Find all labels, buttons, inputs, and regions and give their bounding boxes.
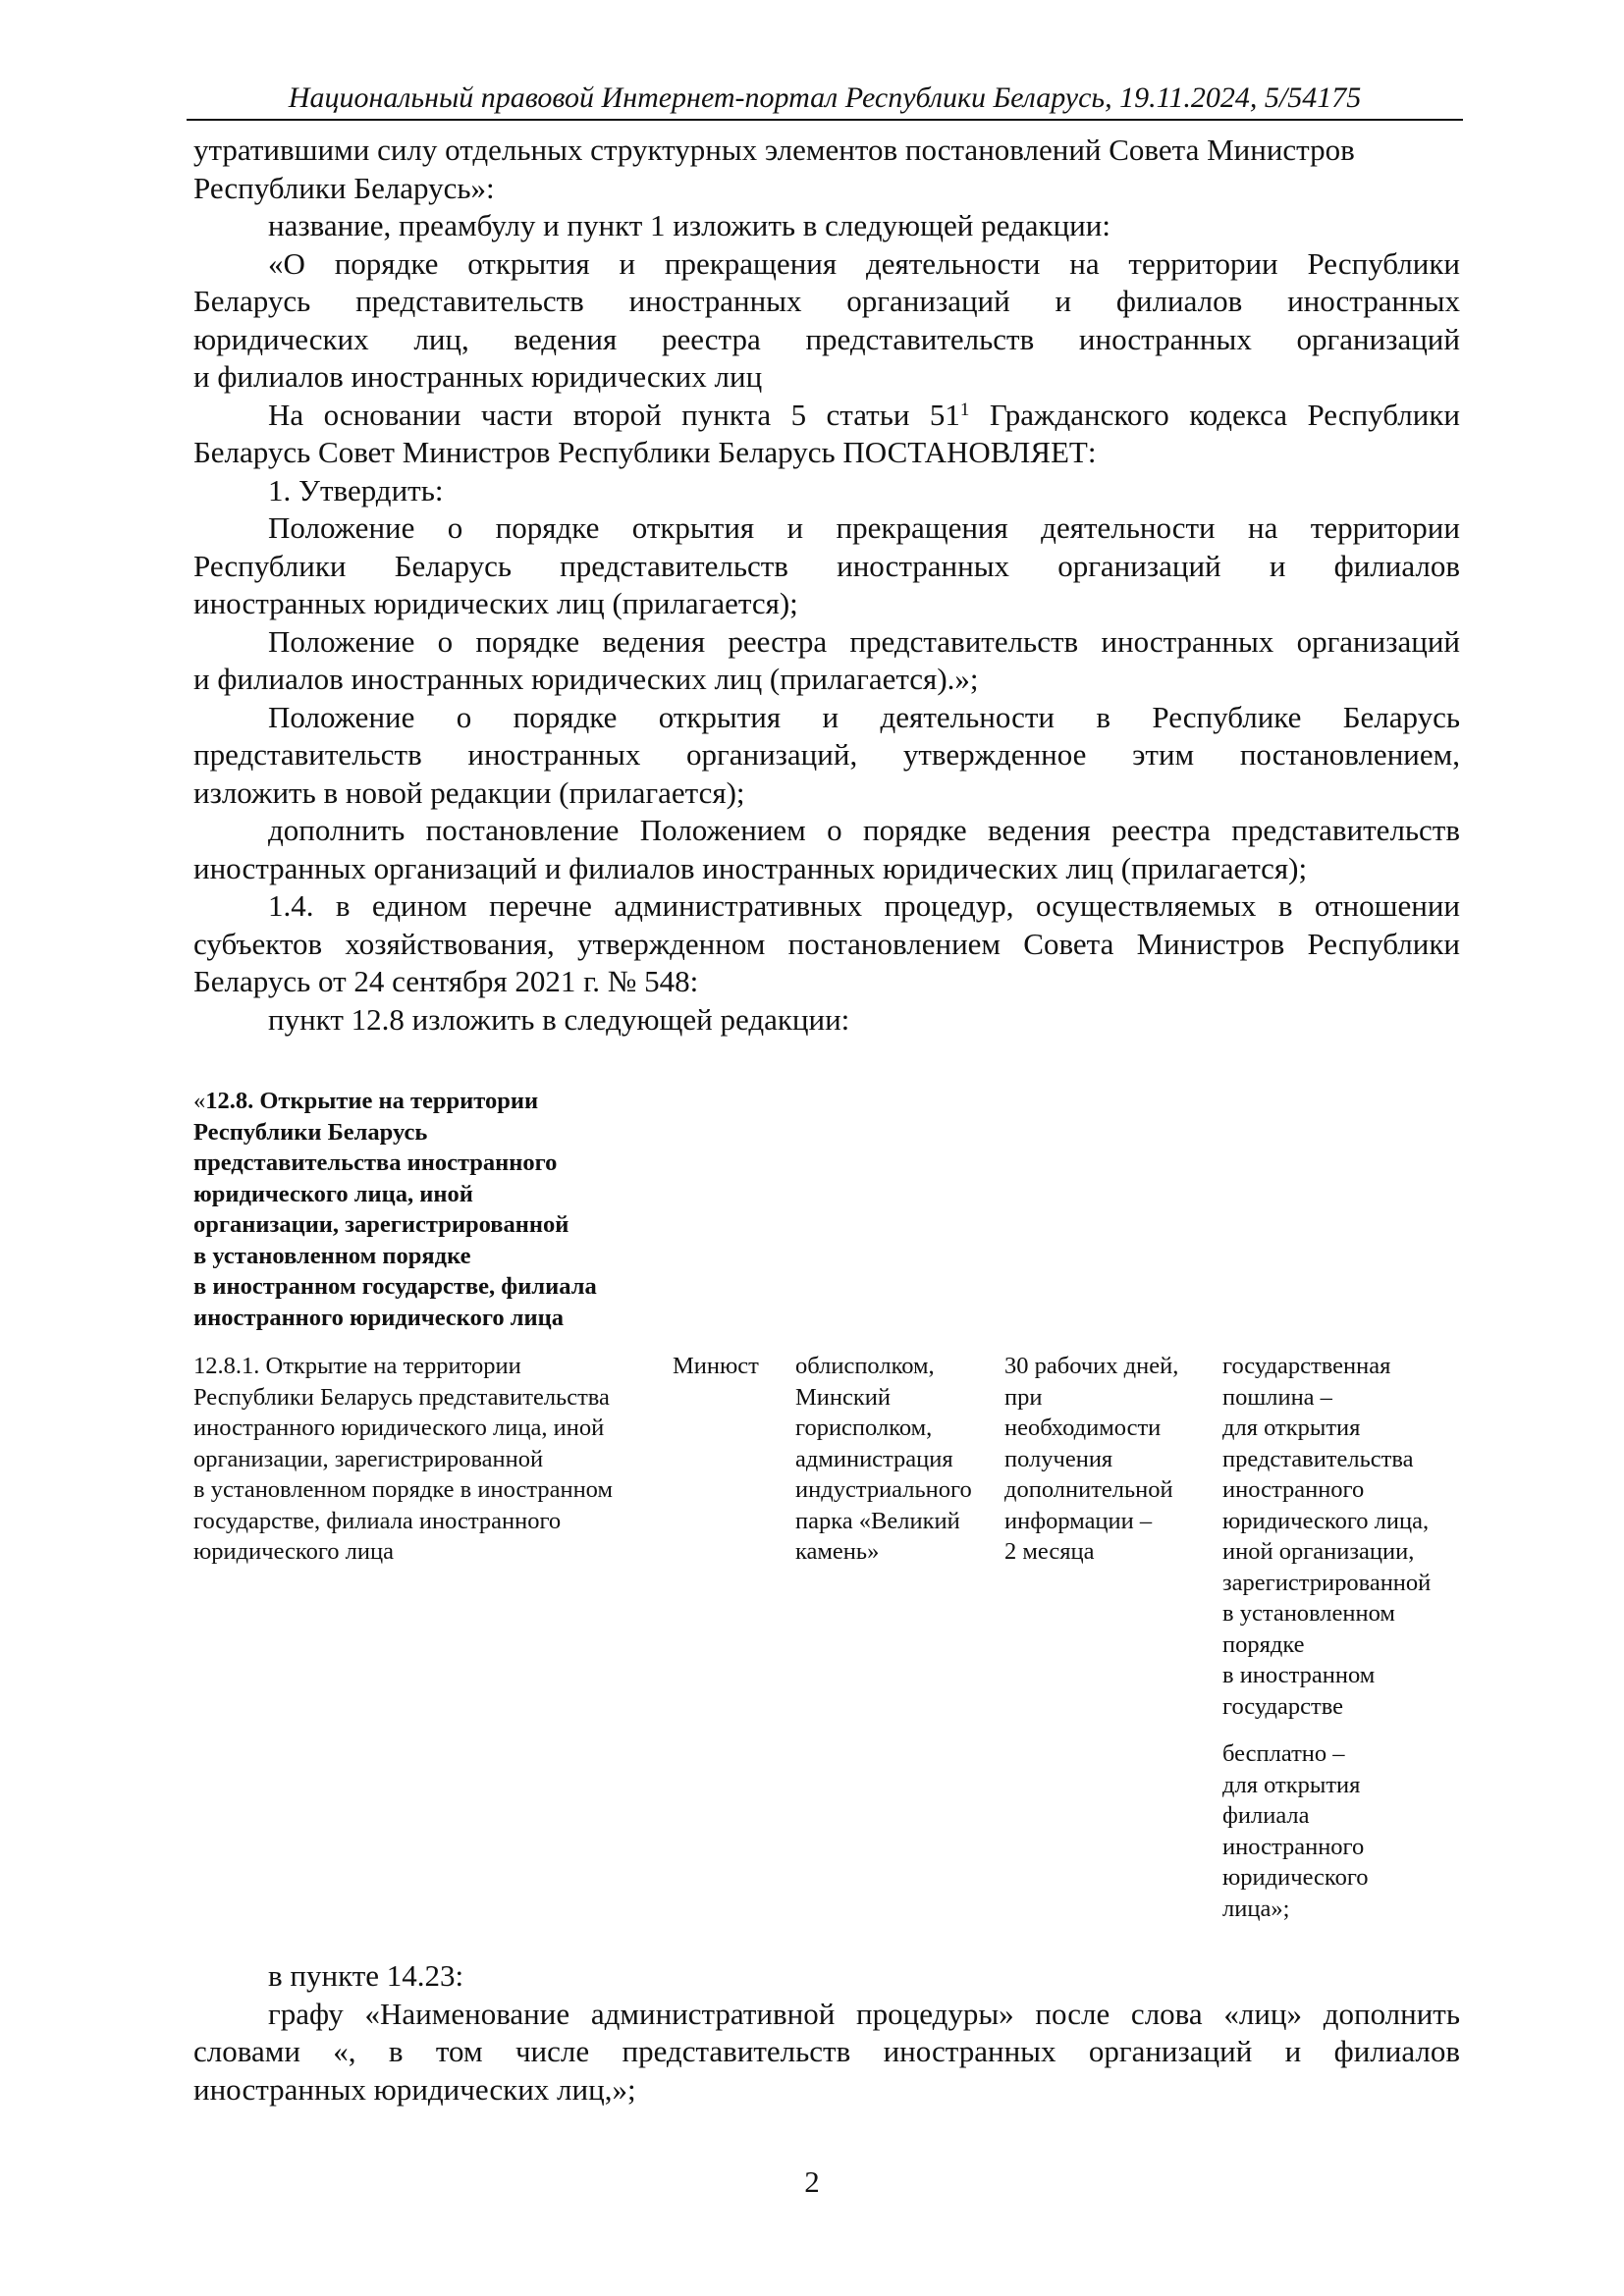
heading-line: представительства иностранного: [193, 1149, 558, 1176]
fee-cell-free: [1222, 1738, 1463, 1924]
paragraph: «О порядке открытия и прекращения деятельности на территории Республики: [268, 245, 1460, 281]
text-line: иностранных юридических лиц (прилагается);: [193, 586, 798, 620]
text-line: [193, 132, 1460, 170]
text-line: юридических лиц, ведения реестра представительств иностранных организаций: [193, 321, 1460, 356]
text-line: Республики Беларусь представительств иностранных организаций и филиалов: [193, 548, 1460, 583]
heading-line: Республики Беларусь: [193, 1118, 428, 1146]
cell-line: лица»;: [1222, 1895, 1290, 1922]
heading-line: [193, 1086, 704, 1117]
paragraph: Положение о порядке открытия и прекращения деятельности на территории: [268, 510, 1460, 545]
cell-line: юридического лица,: [1222, 1507, 1430, 1534]
cell-line: пошлина –: [1222, 1383, 1332, 1411]
cell-line: порядке: [1222, 1630, 1305, 1658]
cell-line: зарегистрированной: [1222, 1569, 1432, 1596]
paragraph: Положение о порядке ведения реестра представительств иностранных организаций: [268, 623, 1460, 659]
paragraph: 1. Утвердить:: [268, 472, 444, 507]
paragraph: 1.4. в едином перечне административных процедур, осуществляемых в отношении: [268, 888, 1460, 923]
cell-line: организации, зарегистрированной: [193, 1445, 544, 1472]
text-line: субъектов хозяйствования, утвержденном постановлением Совета Министров Республики: [193, 926, 1460, 961]
heading-line: организации, зарегистрированной: [193, 1211, 569, 1238]
body-cell: [795, 1351, 1001, 1568]
cell-line: дополнительной: [1004, 1476, 1173, 1503]
cell-line: государственная: [1222, 1353, 1391, 1379]
cell-line: необходимости: [1004, 1415, 1162, 1441]
paragraph: название, преамбулу и пункт 1 изложить в следующей редакции:: [268, 208, 1110, 242]
paragraph: Положение о порядке открытия и деятельности в Республике Беларусь: [268, 699, 1460, 734]
heading-text: 12.8. Открытие на территории: [205, 1088, 539, 1114]
text-fragment: утратившими силу отдельных структурных элементов постановлений Совета Министров: [193, 133, 1355, 167]
section-heading: [193, 1086, 704, 1333]
cell-line: в иностранном: [1222, 1662, 1376, 1688]
cell-line: горисполком,: [795, 1415, 933, 1441]
cell-line: филиала: [1222, 1802, 1310, 1829]
authority-cell: [673, 1351, 790, 1382]
superscript: 1: [959, 399, 970, 420]
text-line: Беларусь Совет Министров Республики Беларусь ПОСТАНОВЛЯЕТ:: [193, 435, 1097, 469]
cell-line: для открытия: [1222, 1771, 1361, 1798]
heading-line: иностранного юридического лица: [193, 1304, 564, 1331]
cell-line: для открытия: [1222, 1415, 1361, 1441]
cell-line: Минский: [795, 1383, 892, 1411]
cell-line: в установленном: [1222, 1600, 1395, 1627]
cell-line: информации –: [1004, 1507, 1153, 1534]
cell-line: государстве: [1222, 1692, 1344, 1720]
text-line: изложить в новой редакции (прилагается);: [193, 774, 745, 810]
cell-line: индустриального: [795, 1476, 972, 1503]
heading-line: в иностранном государстве, филиала: [193, 1273, 597, 1300]
text-line: Беларусь от 24 сентября 2021 г. № 548:: [193, 964, 699, 998]
cell-line: 30 рабочих дней,: [1004, 1353, 1179, 1379]
text-line: Республики Беларусь»:: [193, 170, 495, 205]
text-line: и филиалов иностранных юридических лиц: [193, 359, 763, 394]
paragraph: пункт 12.8 изложить в следующей редакции:: [268, 1001, 850, 1037]
cell-line: Минюст: [673, 1353, 759, 1379]
cell-line: камень»: [795, 1538, 880, 1565]
text-line: словами «, в том числе представительств иностранных организаций и филиалов: [193, 2034, 1460, 2068]
text-fragment: На основании части второй пункта 5 статьи 51: [268, 397, 960, 432]
document-body-lower: [193, 1957, 1460, 2109]
cell-line: при: [1004, 1383, 1043, 1411]
paragraph: в пункте 14.23:: [268, 1958, 464, 1993]
cell-line: парка «Великий: [795, 1507, 960, 1534]
heading-line: в установленном порядке: [193, 1242, 471, 1269]
portal-header: Национальный правовой Интернет-портал Республики Беларусь, 19.11.2024, 5/54175: [288, 81, 1362, 114]
cell-line: иной организации,: [1222, 1538, 1415, 1565]
cell-line: иностранного: [1222, 1476, 1365, 1503]
cell-line: государстве, филиала иностранного: [193, 1507, 562, 1534]
cell-line: облисполком,: [795, 1353, 935, 1379]
cell-line: бесплатно –: [1222, 1740, 1345, 1767]
document-body: [193, 132, 1460, 1039]
paragraph: [193, 397, 1460, 435]
cell-line: в установленном порядке в иностранном: [193, 1476, 613, 1503]
header-divider: [187, 119, 1463, 121]
fee-cell: [1222, 1351, 1463, 1722]
procedure-cell: [193, 1351, 684, 1568]
cell-line: иностранного: [1222, 1833, 1365, 1860]
text-line: иностранных юридических лиц,»;: [193, 2071, 636, 2107]
paragraph: дополнить постановление Положением о порядке ведения реестра представительств: [268, 813, 1460, 847]
cell-line: Республики Беларусь представительства: [193, 1383, 610, 1411]
text-line: и филиалов иностранных юридических лиц (прилагается).»;: [193, 662, 979, 696]
page-number: 2: [804, 2164, 820, 2199]
cell-line: юридического: [1222, 1864, 1369, 1891]
text-fragment: Гражданского кодекса Республики: [969, 397, 1460, 432]
cell-line: администрация: [795, 1445, 953, 1472]
term-cell: [1004, 1351, 1211, 1568]
heading-line: юридического лица, иной: [193, 1180, 473, 1207]
text-line: иностранных организаций и филиалов иностранных юридических лиц (прилагается);: [193, 850, 1308, 885]
cell-line: представительства: [1222, 1445, 1414, 1472]
cell-line: юридического лица: [193, 1538, 394, 1565]
cell-line: иностранного юридического лица, иной: [193, 1415, 605, 1441]
paragraph: графу «Наименование административной процедуры» после слова «лиц» дополнить: [268, 1996, 1460, 2031]
cell-line: 12.8.1. Открытие на территории: [193, 1353, 521, 1379]
cell-line: 2 месяца: [1004, 1538, 1095, 1565]
text-line: представительств иностранных организаций, утвержденное этим постановлением,: [193, 737, 1460, 772]
text-line: Беларусь представительств иностранных организаций и филиалов иностранных: [193, 284, 1460, 318]
opening-quote: «: [193, 1088, 206, 1114]
cell-line: получения: [1004, 1445, 1113, 1472]
